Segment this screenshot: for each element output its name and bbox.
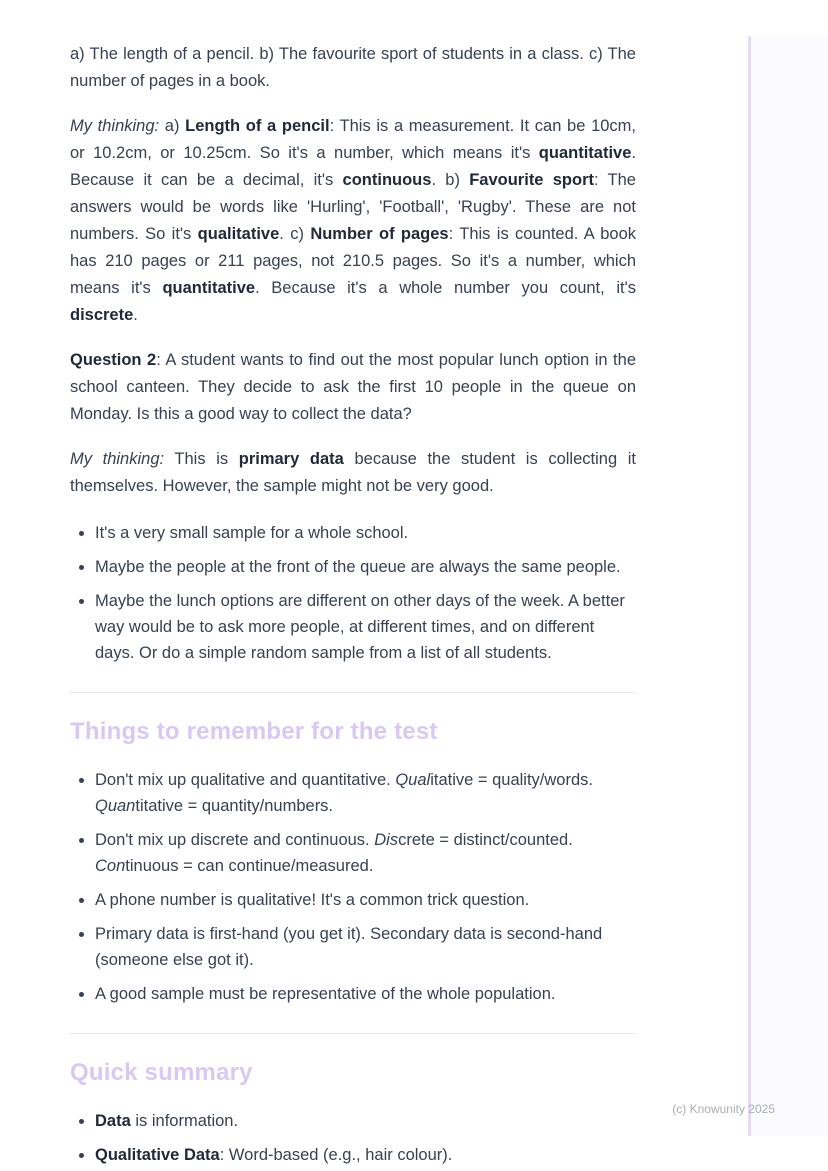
list-item: • A good sample must be representative of the whole population.: [95, 981, 636, 1007]
document-content: [70, 41, 636, 1171]
list-item: • Maybe the people at the front of the queue are always the same people.: [95, 554, 636, 580]
things-to-remember-list: [70, 767, 636, 1007]
paragraph-examples: a) The length of a pencil. b) The favourite sport of students in a class. c) The number of pages in a book.: [70, 45, 636, 90]
quick-summary-list: [70, 1108, 636, 1168]
paragraph-my-thinking-q1: My thinking: a) Length of a pencil: This is a measurement. It can be 10cm, or 10.2cm, or 10.25cm. So it's a number, which means it's quantitative. Because it can be a decimal, it's continuous. b) Favourite sport: The answers would be words like 'Hurling', 'Football', 'Rugby'. These are not numbers. So it's qualitative. c) Number of pages: This is counted. A book has 210 pages or 211 pages, not 210.5 pages. So it's a number, which means it's quantitative. Because it's a whole number you count, it's discrete.: [70, 117, 637, 324]
page-edge-margin: [751, 36, 828, 1136]
section-heading-things-to-remember: Things to remember for the test: [70, 718, 438, 745]
list-item: • Data is information.: [95, 1108, 636, 1134]
section-divider: [70, 692, 636, 693]
paragraph-my-thinking-q2: My thinking: This is primary data because the student is collecting it themselves. However, the sample might not be very good.: [70, 450, 636, 495]
list-item: • Qualitative Data: Word-based (e.g., hair colour).: [95, 1142, 636, 1168]
list-item: • Primary data is first-hand (you get it). Secondary data is second-hand (someone else got it).: [95, 921, 636, 973]
list-item: • Maybe the lunch options are different on other days of the week. A better way would be to ask more people, at different times, and on different days. Or do a simple random sample from a list of all students.: [95, 588, 636, 666]
copyright-footer: (c) Knowunity 2025: [672, 1102, 775, 1116]
list-item: • Don't mix up qualitative and quantitative. Qualitative = quality/words. Quantitative = quantity/numbers.: [95, 767, 636, 819]
list-item: • Don't mix up discrete and continuous. Discrete = distinct/counted. Continuous = can continue/measured.: [95, 827, 636, 879]
sample-issues-list: [70, 520, 636, 666]
list-item: • A phone number is qualitative! It's a common trick question.: [95, 887, 636, 913]
list-item: • It's a very small sample for a whole school.: [95, 520, 636, 546]
section-divider: [70, 1033, 636, 1034]
section-heading-quick-summary: Quick summary: [70, 1059, 253, 1086]
page-edge-rule: [748, 36, 751, 1136]
paragraph-question-2: Question 2: A student wants to find out the most popular lunch option in the school canteen. They decide to ask the first 10 people in the queue on Monday. Is this a good way to collect the data?: [70, 351, 636, 423]
